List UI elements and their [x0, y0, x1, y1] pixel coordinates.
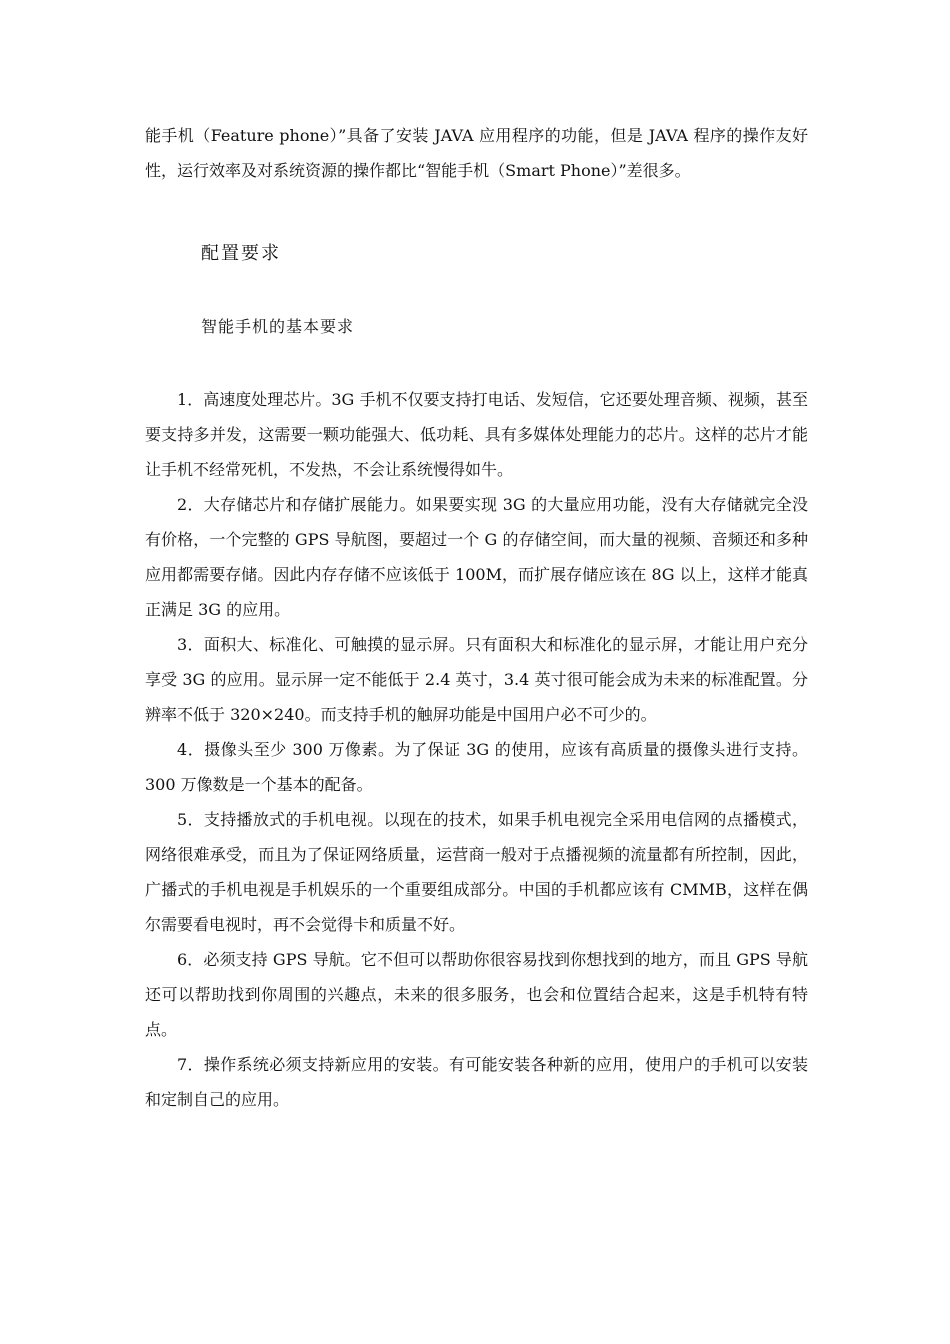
requirement-item-1: 1．高速度处理芯片。3G 手机不仅要支持打电话、发短信，它还要处理音频、视频，甚至要支持多并发，这需要一颗功能强大、低功耗、具有多媒体处理能力的芯片。这样的芯片才能让手机不经常死机，不发热，不会让系统慢得如牛。 [145, 390, 808, 479]
spacer [145, 268, 808, 314]
spacer [145, 340, 808, 382]
requirement-item-3: 3．面积大、标准化、可触摸的显示屏。只有面积大和标准化的显示屏，才能让用户充分享受 3G 的应用。显示屏一定不能低于 2.4 英寸，3.4 英寸很可能会成为未来的标准配置。分辨率不低于 320×240。而支持手机的触屏功能是中国用户必不可少的。 [145, 635, 808, 724]
intro-paragraph: 能手机（Feature phone）”具备了安装 JAVA 应用程序的功能，但是 JAVA 程序的操作友好性，运行效率及对系统资源的操作都比“智能手机（Smart Phone）”差很多。 [145, 126, 808, 180]
requirement-item-6: 6．必须支持 GPS 导航。它不但可以帮助你很容易找到你想找到的地方，而且 GPS 导航还可以帮助找到你周围的兴趣点，未来的很多服务，也会和位置结合起来，这是手机特有特点。 [145, 950, 808, 1039]
spacer [145, 188, 808, 240]
requirement-item-5: 5．支持播放式的手机电视。以现在的技术，如果手机电视完全采用电信网的点播模式，网络很难承受，而且为了保证网络质量，运营商一般对于点播视频的流量都有所控制，因此，广播式的手机电视是手机娱乐的一个重要组成部分。中国的手机都应该有 CMMB，这样在偶尔需要看电视时，再不会觉得卡和质量不好。 [145, 810, 808, 934]
requirement-item-7: 7．操作系统必须支持新应用的安装。有可能安装各种新的应用，使用户的手机可以安装和定制自己的应用。 [145, 1055, 808, 1109]
requirement-item-4: 4．摄像头至少 300 万像素。为了保证 3G 的使用，应该有高质量的摄像头进行支持。300 万像数是一个基本的配备。 [145, 740, 808, 794]
section-subheading: 智能手机的基本要求 [201, 317, 355, 336]
requirement-item-2: 2．大存储芯片和存储扩展能力。如果要实现 3G 的大量应用功能，没有大存储就完全没有价格，一个完整的 GPS 导航图，要超过一个 G 的存储空间，而大量的视频、音频还和多种应用都需要存储。因此内存存储不应该低于 100M，而扩展存储应该在 8G 以上，这样才能真正满足 3G 的应用。 [145, 495, 808, 619]
section-heading: 配置要求 [201, 243, 281, 264]
document-page [145, 118, 808, 1117]
